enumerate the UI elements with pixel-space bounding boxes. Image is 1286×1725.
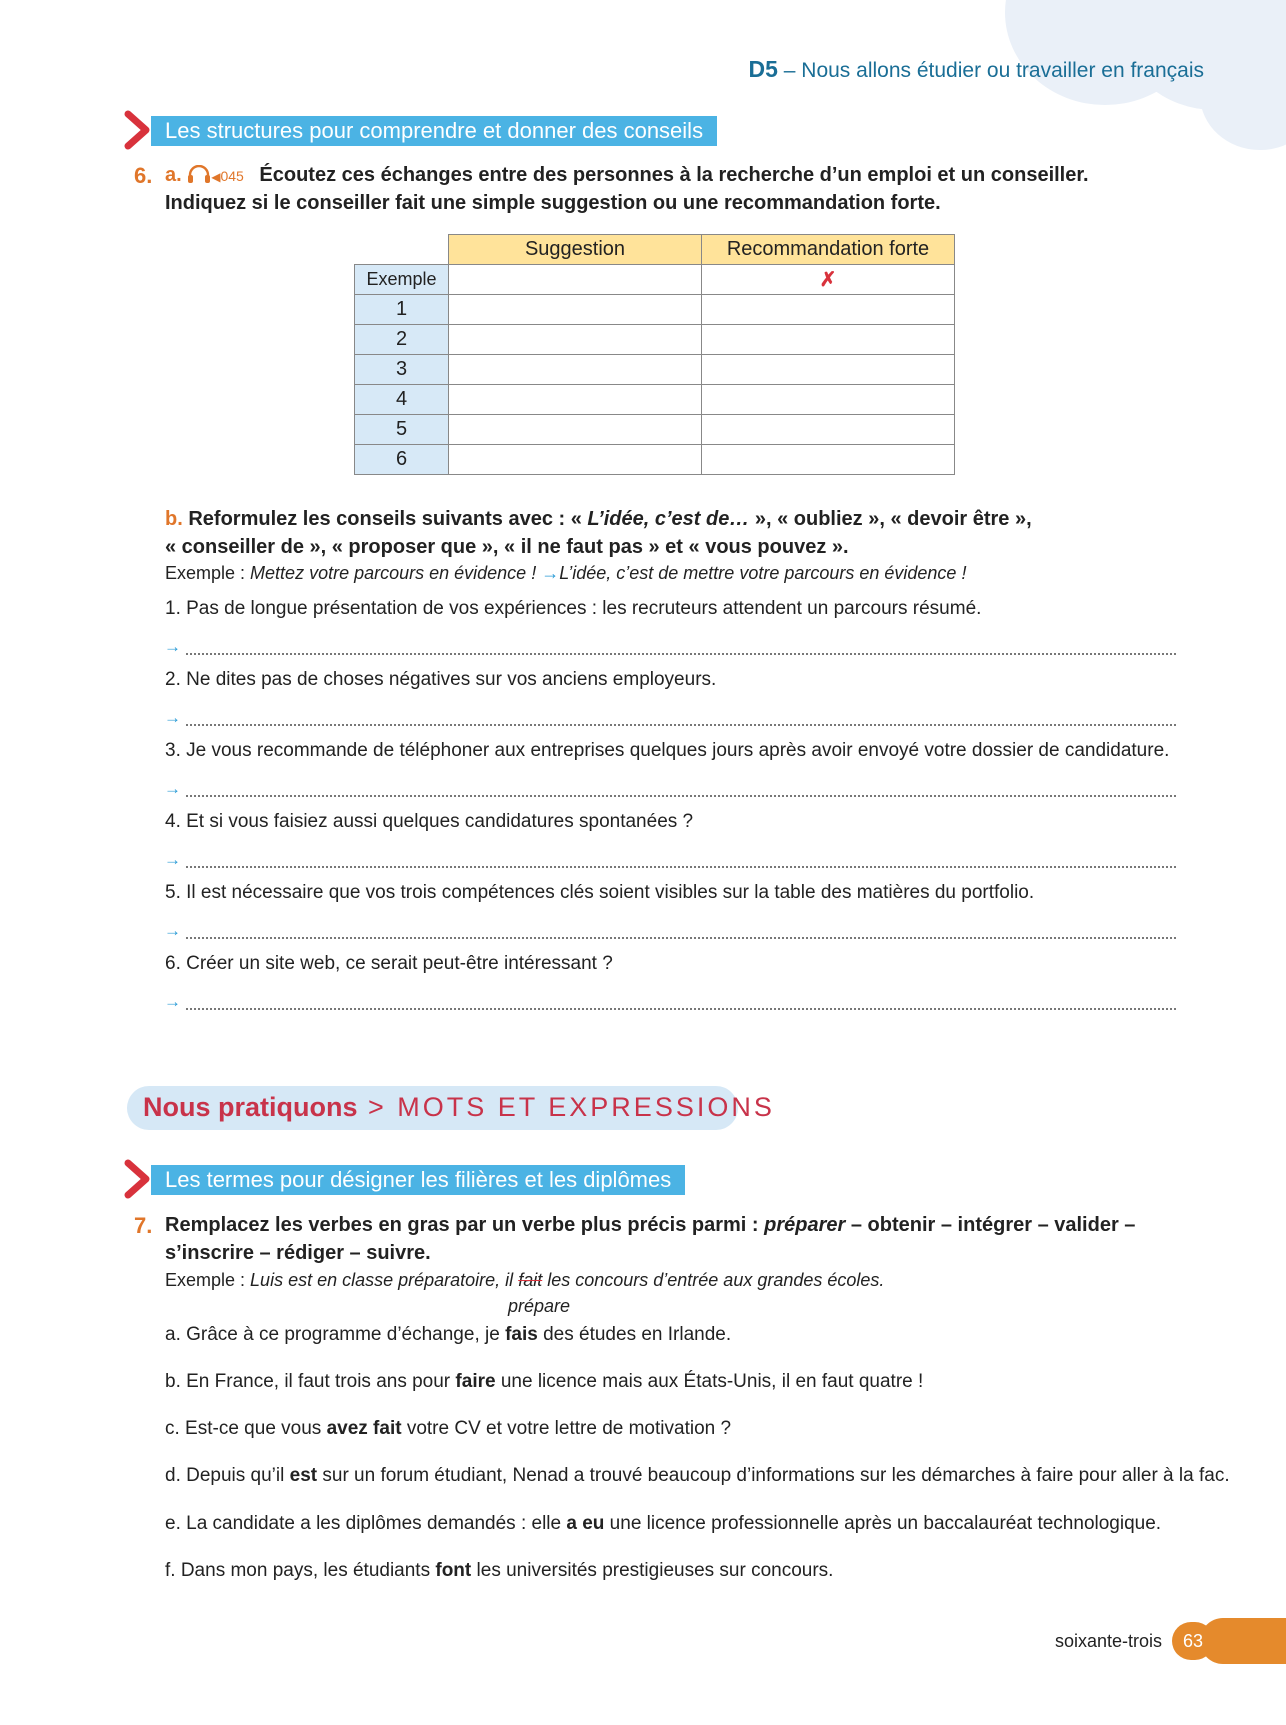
instruction-text: Écoutez ces échanges entre des personnes à la recherche d’un emploi et un conseiller. <box>259 164 1089 186</box>
list-item <box>165 1513 1161 1535</box>
part-letter: a. <box>165 164 182 186</box>
practice-header-rest: > MOTS ET EXPRESSIONS <box>357 1092 775 1122</box>
item-text: f. Dans mon pays, les étudiants <box>165 1560 436 1581</box>
arrow-icon: → <box>541 563 560 583</box>
example-label: Exemple : <box>165 1270 251 1290</box>
table-cell[interactable] <box>702 295 955 325</box>
table-cell[interactable] <box>449 295 702 325</box>
section-banner-termes: Les termes pour désigner les filières et les diplômes <box>151 1165 685 1195</box>
headphones-icon <box>187 165 211 183</box>
list-item <box>165 1371 923 1393</box>
item-text: une licence professionnelle après un baccalauréat technologique. <box>604 1513 1162 1534</box>
item-bold-verb: avez fait <box>326 1418 402 1439</box>
item-text: d. Depuis qu’il <box>165 1465 290 1486</box>
unit-code: D5 <box>748 56 778 82</box>
arrow-icon: → <box>164 708 181 727</box>
exercise-number: 7. <box>134 1213 153 1238</box>
example-correction-text: prépare <box>508 1296 571 1316</box>
answer-line[interactable] <box>164 992 1176 1012</box>
arrow-icon: → <box>164 850 181 869</box>
unit-title-text: – Nous allons étudier ou travailler en français <box>777 59 1204 82</box>
item-text: b. En France, il faut trois ans pour <box>165 1371 456 1392</box>
practice-header-bold: Nous pratiquons <box>143 1092 358 1122</box>
answer-table <box>354 234 955 475</box>
section-banner-structures: Les structures pour comprendre et donner des conseils <box>151 116 717 146</box>
dotted-line <box>186 653 1176 655</box>
list-item: 1. Pas de longue présentation de vos expériences : les recruteurs attendent un parcours résumé. <box>165 598 982 619</box>
list-item <box>165 1418 731 1440</box>
table-cell[interactable] <box>702 415 955 445</box>
item-bold-verb: a eu <box>566 1513 605 1534</box>
answer-line[interactable] <box>164 921 1176 941</box>
page-number: 63 <box>1172 1622 1214 1660</box>
dotted-line <box>186 724 1176 726</box>
list-item: 4. Et si vous faisiez aussi quelques candidatures spontanées ? <box>165 811 694 832</box>
exercise-6b-instruction <box>165 508 1032 531</box>
column-header-recommandation: Recommandation forte <box>702 235 955 265</box>
item-text: e. La candidate a les diplômes demandés : elle <box>165 1513 567 1534</box>
table-cell[interactable] <box>449 355 702 385</box>
speaker-icon: ◀ <box>211 170 221 184</box>
practice-header <box>143 1092 775 1123</box>
item-bold-verb: faire <box>455 1371 496 1392</box>
example-sentence: Mettez votre parcours en évidence ! <box>250 563 537 583</box>
example-post: les concours d’entrée aux grandes écoles. <box>542 1270 885 1290</box>
row-label: 2 <box>355 325 449 355</box>
audio-track: 045 <box>220 168 244 184</box>
row-label: 5 <box>355 415 449 445</box>
table-cell[interactable] <box>449 385 702 415</box>
list-item: 6. Créer un site web, ce serait peut-être intéressant ? <box>165 953 613 974</box>
arrow-icon: → <box>164 779 181 798</box>
answer-line[interactable] <box>164 708 1176 728</box>
table-cell[interactable] <box>702 385 955 415</box>
list-item: 5. Il est nécessaire que vos trois compétences clés soient visibles sur la table des matières du portfolio. <box>165 882 1035 903</box>
instruction-text-italic: L’idée, c’est de… <box>587 508 750 530</box>
exercise-6b-example <box>165 563 966 584</box>
table-cell[interactable] <box>702 265 955 295</box>
column-header-suggestion: Suggestion <box>449 235 702 265</box>
example-struck-verb: fait <box>518 1270 543 1290</box>
arrow-icon: → <box>164 637 181 656</box>
exercise-7-instruction-line2: s’inscrire – rédiger – suivre. <box>165 1242 431 1264</box>
page-words: soixante-trois <box>1054 1631 1162 1651</box>
arrow-icon: → <box>164 921 181 940</box>
item-text: votre CV et votre lettre de motivation ? <box>401 1418 732 1439</box>
row-label: Exemple <box>355 265 449 295</box>
item-text: des études en Irlande. <box>537 1324 732 1345</box>
exercise-6a-instruction-line2: Indiquez si le conseiller fait une simple suggestion ou une recommandation forte. <box>165 192 941 214</box>
item-text: c. Est-ce que vous <box>165 1418 327 1439</box>
instruction-text-a: Reformulez les conseils suivants avec : « <box>188 508 588 530</box>
list-item: 3. Je vous recommande de téléphoner aux entreprises quelques jours après avoir envoyé votre dossier de candidature. <box>165 740 1170 761</box>
answer-line[interactable] <box>164 637 1176 657</box>
table-cell[interactable] <box>449 445 702 475</box>
item-text: a. Grâce à ce programme d’échange, je <box>165 1324 506 1345</box>
example-correction <box>508 1296 570 1317</box>
row-label: 6 <box>355 445 449 475</box>
dotted-line <box>186 1008 1176 1010</box>
row-label: 3 <box>355 355 449 385</box>
table-cell[interactable] <box>702 325 955 355</box>
example-pre: Luis est en classe préparatoire, il <box>250 1270 519 1290</box>
item-bold-verb: est <box>289 1465 318 1486</box>
example-answer: L’idée, c’est de mettre votre parcours en évidence ! <box>559 563 967 583</box>
exercise-6a-instruction <box>165 164 1089 187</box>
item-text: les universités prestigieuses sur concours. <box>471 1560 834 1581</box>
answer-line[interactable] <box>164 850 1176 870</box>
table-cell[interactable] <box>449 325 702 355</box>
table-cell[interactable] <box>702 355 955 385</box>
instruction-text-b: – obtenir – intégrer – valider – <box>845 1214 1136 1236</box>
row-label: 1 <box>355 295 449 325</box>
instruction-text-italic: préparer <box>764 1214 846 1236</box>
instruction-text-a: Remplacez les verbes en gras par un verbe plus précis parmi : <box>165 1214 765 1236</box>
answer-line[interactable] <box>164 779 1176 799</box>
dotted-line <box>186 937 1176 939</box>
exercise-7-example <box>165 1270 884 1291</box>
example-label: Exemple : <box>165 563 251 583</box>
row-label: 4 <box>355 385 449 415</box>
exercise-6b-instruction-line2: « conseiller de », « proposer que », « il ne faut pas » et « vous pouvez ». <box>165 536 849 558</box>
item-text: une licence mais aux États-Unis, il en faut quatre ! <box>495 1371 924 1392</box>
table-cell[interactable] <box>702 445 955 475</box>
list-item <box>165 1324 731 1346</box>
item-bold-verb: fais <box>505 1324 538 1345</box>
part-letter: b. <box>165 508 183 530</box>
exercise-7-instruction <box>165 1214 1135 1237</box>
exercise-number: 6. <box>134 163 153 188</box>
dotted-line <box>186 866 1176 868</box>
list-item <box>165 1465 1230 1487</box>
list-item: 2. Ne dites pas de choses négatives sur vos anciens employeurs. <box>165 669 717 690</box>
table-corner <box>355 235 449 265</box>
table-cell[interactable] <box>449 265 702 295</box>
table-cell[interactable] <box>449 415 702 445</box>
unit-title <box>749 56 1204 83</box>
instruction-text-b: », « oubliez », « devoir être », <box>749 508 1032 530</box>
item-bold-verb: font <box>435 1560 472 1581</box>
cross-mark: ✗ <box>819 269 837 291</box>
list-item <box>165 1560 833 1582</box>
dotted-line <box>186 795 1176 797</box>
arrow-icon: → <box>164 992 181 1011</box>
item-text: sur un forum étudiant, Nenad a trouvé beaucoup d’informations sur les démarches à faire pour aller à la fac. <box>317 1465 1230 1486</box>
